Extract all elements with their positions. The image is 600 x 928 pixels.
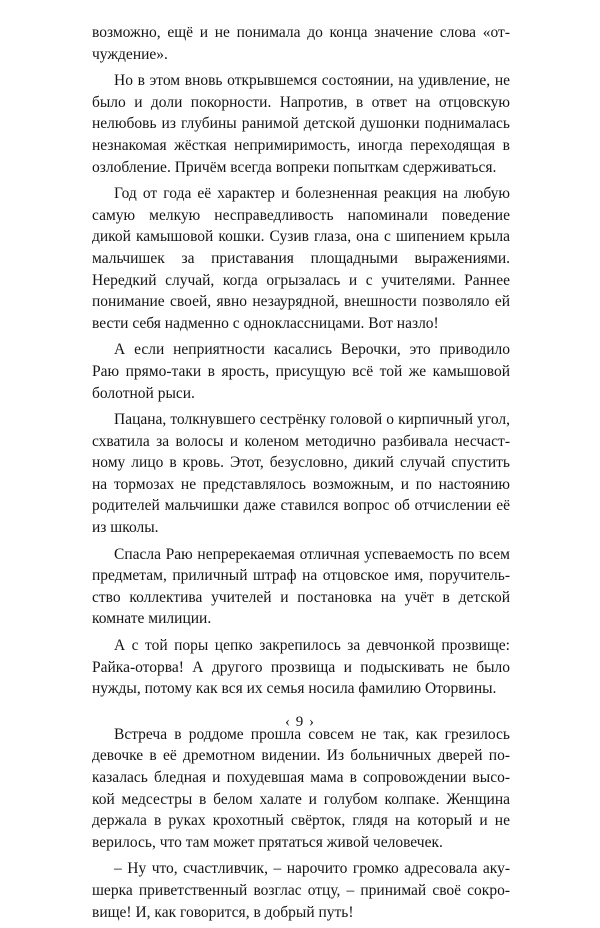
paragraph: А если неприятности касались Верочки, это приводило Раю прямо-таки в ярость, присущую всё той же камышовой болотной рыси.: [92, 341, 510, 402]
paragraph: Пацана, толкнувшего сестрёнку головой о кирпичный угол, схватила за волосы и коленом методично разбивала несчастному лицо в кровь. Этот, безусловно, дикий случай спустить на тормозах не представлялось возможным, и по настоянию родителей мальчишки даже ставился вопрос об отчислении её из школы.: [92, 411, 510, 537]
page-number: ‹ 9 ›: [285, 714, 315, 730]
paragraph: – Ну что, счастливчик, – нарочито громко адресовала акушерка приветственный возглас отцу, – принимай своё сокровище! И, как говорится, в добрый путь!: [92, 860, 510, 921]
page-body: [92, 22, 510, 928]
paragraph: возможно, ещё и не понимала до конца значение слова «отчуждение».: [92, 24, 510, 63]
paragraph: Спасла Раю непререкаемая отличная успеваемость по всем предметам, приличный штраф на отцовское имя, поручительство коллектива учителей и постановка на учёт в детской комнате милиции.: [92, 545, 510, 628]
paragraph: А с той поры цепко закрепилось за девчонкой прозвище: Райка-оторва! А другого прозвища и подыскивать не было нужды, потому как вся их семья носила фамилию Оторвины.: [92, 637, 510, 698]
paragraph: Год от года её характер и болезненная реакция на любую самую мелкую несправедливость напоминали поведение дикой камышовой кошки. Сузив глаза, она с шипением крыла мальчишек за приставания площадными выражениями. Нередкий случай, когда огрызалась и с учителями. Раннее понимание своей, явно незаурядной, внешности позволяло ей вести себя надменно с одноклассницами. Вот назло!: [92, 185, 510, 332]
paragraph: Встреча в роддоме прошла совсем не так, как грезилось девочке в её дремотном видении. Из больничных дверей показалась бледная и похудевшая мама в сопровождении высокой медсестры в белом халате и голубом колпаке. Женщина держала в руках крохотный свёрток, глядя на который и не верилось, что там может прятаться живой человечек.: [92, 725, 510, 851]
paragraph: Но в этом вновь открывшемся состоянии, на удивление, не было и доли покорности. Напротив, в ответ на отцовскую нелюбовь из глубины ранимой детской душонки поднималась незнакомая жёсткая непримиримость, иногда переходящая в озлобление. Причём всегда вопреки попыткам сдерживаться.: [92, 72, 510, 176]
